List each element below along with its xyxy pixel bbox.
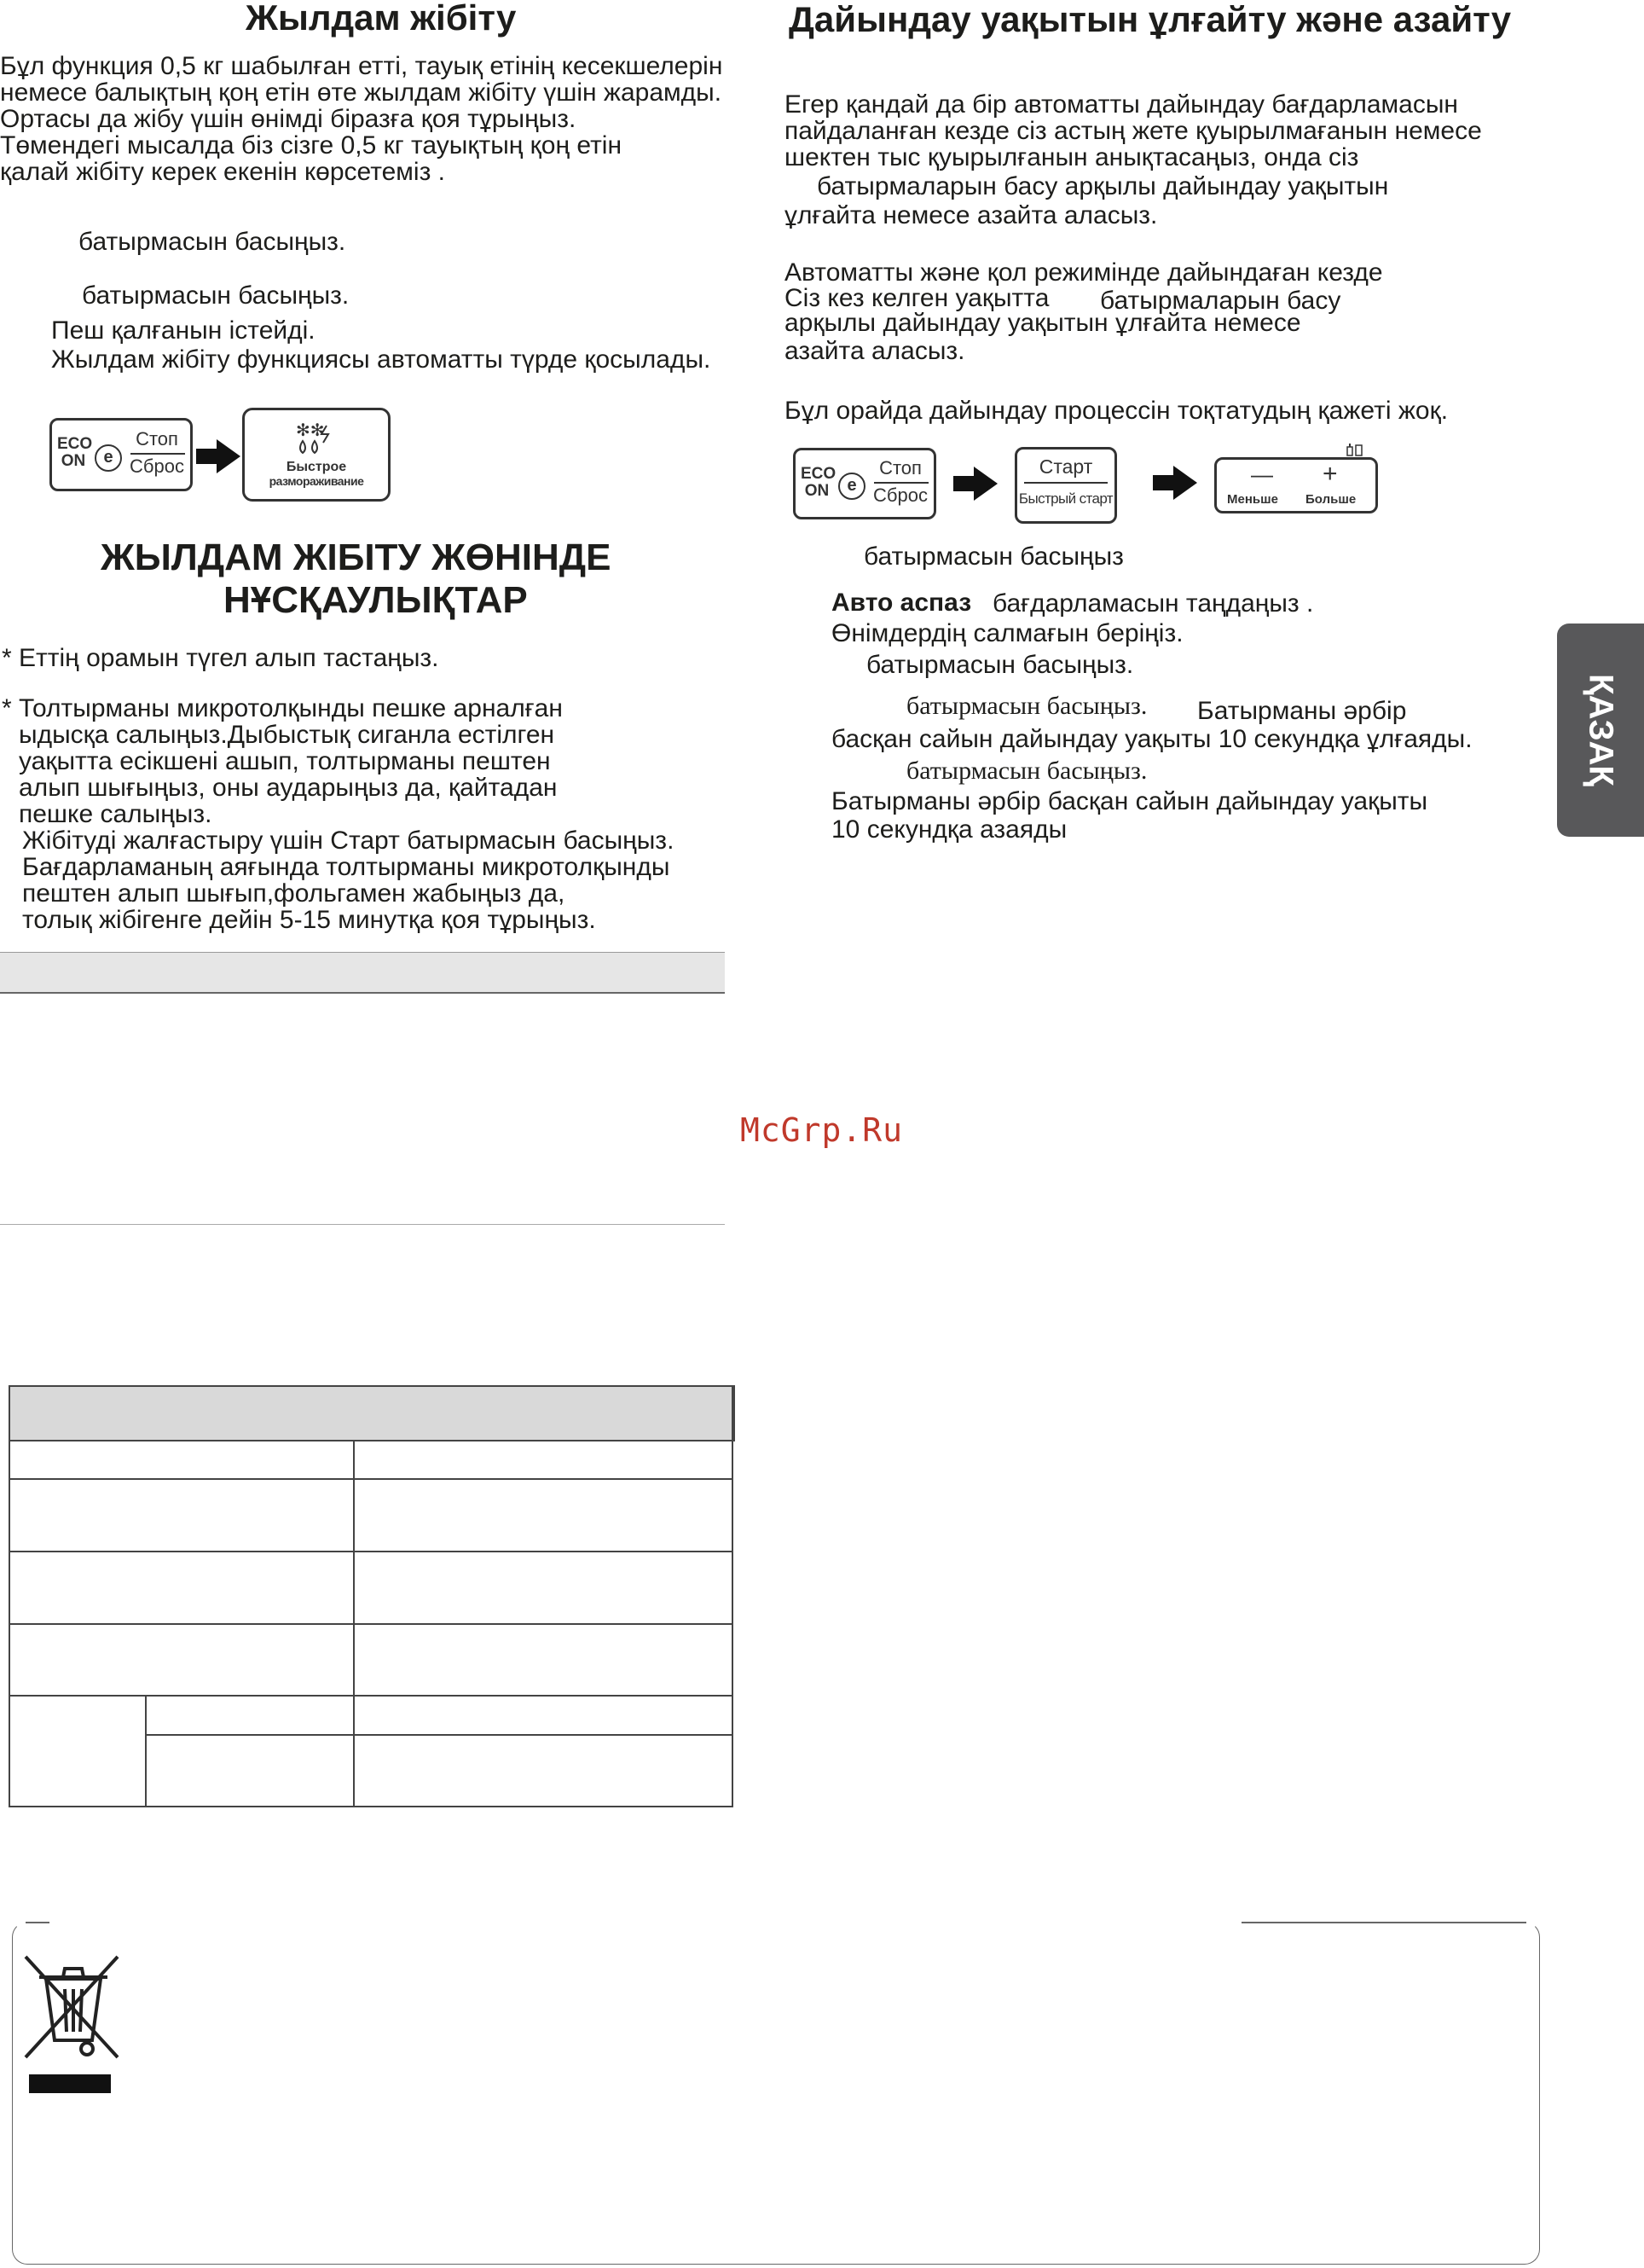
adjust-step-9: 10 секундқа азаяды <box>831 815 1068 844</box>
step-4: Жылдам жібіту функциясы автоматты түрде қосылады. <box>51 345 711 374</box>
text-line: Жібітуді жалғастыру үшін Старт батырмасын басыңыз. <box>22 827 674 855</box>
plus-icon: + <box>1323 460 1338 488</box>
divider-line <box>0 1224 725 1225</box>
guide-bullet-1: * Еттің орамын түгел алып тастаңыз. <box>2 644 439 672</box>
adjust-step-2: бағдарламасын таңдаңыз . <box>993 589 1314 618</box>
text-line: Бағдарламаның аяғында толтырманы микротолқынды <box>22 853 670 881</box>
reset-label: Сброс <box>873 484 928 506</box>
text-line: толық жібігенге дейін 5-15 минутқа қоя тұрыңыз. <box>22 906 596 934</box>
language-side-tab: ҚАЗАҚ <box>1557 624 1644 837</box>
text-line: немесе балықтың қоң етін өте жылдам жібіту үшін жарамды. <box>0 78 722 107</box>
text-line: Ортасы да жібу үшін өнімді біразға қоя тұрыңыз. <box>0 105 576 133</box>
auto-chef-label: Авто аспаз <box>831 589 972 617</box>
adjust-step-3: Өнімдердің салмағын беріңіз. <box>831 619 1184 647</box>
minus-icon: — <box>1251 461 1273 487</box>
text-line: азайта аласыз. <box>784 337 965 365</box>
text-line: Сіз кез келген уақытта <box>784 284 1050 312</box>
crossed-out-wheelie-bin-icon <box>22 1953 121 2095</box>
adjust-step-1: батырмасын басыңыз <box>864 542 1124 571</box>
text-line: Егер қандай да бір автоматты дайындау бағдарламасын <box>784 90 1458 119</box>
step-2: батырмасын басыңыз. <box>82 281 350 310</box>
intro-paragraph <box>0 53 722 185</box>
reset-label: Сброс <box>130 455 184 477</box>
page-title-quick-defrost: Жылдам жібіту <box>246 0 517 38</box>
stop-label: Стоп <box>879 457 922 479</box>
defrost-label: Быстрое размораживание <box>269 460 364 488</box>
text-line: батырмаларын басу <box>1100 287 1341 315</box>
quick-start-label: Быстрый старт <box>1018 490 1114 507</box>
svg-text:✻✻: ✻✻ <box>296 422 325 440</box>
adjust-step-8: Батырманы әрбір басқан сайын дайындау уақыты <box>831 787 1428 815</box>
grey-section-band <box>0 952 725 994</box>
eco-e-icon: e <box>838 473 865 500</box>
eco-stop-reset-key-icon <box>49 418 193 491</box>
text-line: пешке салыңыз. <box>19 800 212 828</box>
adjust-step-6: басқан сайын дайындау уақыты 10 секундқа ұлғаяды. <box>831 725 1473 753</box>
text-line: батырмаларын басу арқылы дайындау уақытын <box>817 172 1389 200</box>
less-more-key-icon <box>1214 457 1378 513</box>
stop-label: Стоп <box>136 428 178 450</box>
guide-title-line-1: ЖЫЛДАМ ЖІБІТУ ЖӨНІНДЕ <box>101 537 611 578</box>
text-line: алып шығыңыз, оны аударыңыз да, қайтадан <box>19 774 558 802</box>
quick-defrost-key-icon <box>242 408 391 502</box>
eco-label: ECO ON <box>57 435 93 470</box>
text-line: Бұл функция 0,5 кг шабылған етті, тауық етінің кесекшелерін <box>0 52 723 80</box>
table-header <box>9 1385 735 1441</box>
adjust-step-5: Батырманы әрбір <box>1197 697 1407 725</box>
text-line: Төмендегі мысалда біз сізге 0,5 кг тауықтың қоң етін <box>0 131 622 160</box>
adjust-step-7-serif: батырмасын басыңыз. <box>906 757 1148 785</box>
small-bottle-icon <box>1346 442 1369 459</box>
step-1: батырмасын басыңыз. <box>78 228 346 256</box>
text-line: пайдаланған кезде сіз астың жете қуырылмағанын немесе <box>784 117 1482 145</box>
more-label: Больше <box>1305 492 1357 507</box>
arrow-right-icon <box>196 439 240 473</box>
text-line: арқылы дайындау уақытын ұлғайта немесе <box>784 309 1301 337</box>
recycling-notice-box <box>12 1922 1540 2265</box>
start-quick-start-key-icon <box>1015 447 1117 524</box>
arrow-right-icon <box>1153 466 1197 500</box>
start-label: Старт <box>1039 455 1093 478</box>
no-stop-note: Бұл орайда дайындау процессін тоқтатудың қажеті жоқ. <box>784 397 1449 425</box>
adjust-step-5-serif: батырмасын басыңыз. <box>906 692 1148 720</box>
text-line: шектен тыс қуырылғанын анықтасаңыз, онда сіз <box>784 143 1359 171</box>
text-line: пештен алып шығып,фольгамен жабыңыз да, <box>22 879 565 908</box>
eco-e-icon: e <box>95 444 122 472</box>
adjust-intro-paragraph <box>784 91 1482 229</box>
text-line: ұлғайта немесе азайта аласыз. <box>784 201 1158 229</box>
guide-title-line-2: НҰСҚАУЛЫҚТАР <box>223 579 528 621</box>
text-line: * Толтырманы микротолқынды пешке арналған <box>2 694 563 722</box>
step-3: Пеш қалғанын істейді. <box>51 316 315 345</box>
eco-label: ECO ON <box>801 465 836 500</box>
text-line: қалай жібіту керек екенін көрсетеміз . <box>0 158 446 186</box>
watermark: McGrp.Ru <box>740 1111 904 1149</box>
text-line: ыдысқа салыңыз.Дыбыстық сиганла естілген <box>19 721 555 749</box>
eco-stop-reset-key-icon <box>793 448 936 519</box>
guide-bullet-2 <box>2 695 674 933</box>
text-line: Автоматты және қол режимінде дайындаған кезде <box>784 258 1383 287</box>
page-title-time-adjust: Дайындау уақытын ұлғайту және азайту <box>789 0 1512 39</box>
text-line: уақытта есікшені ашып, толтырманы пештен <box>19 747 551 775</box>
snowflake-drops-icon <box>294 422 337 456</box>
adjust-step-4: батырмасын басыңыз. <box>866 651 1134 679</box>
less-label: Меньше <box>1227 492 1278 507</box>
arrow-right-icon <box>953 467 998 501</box>
